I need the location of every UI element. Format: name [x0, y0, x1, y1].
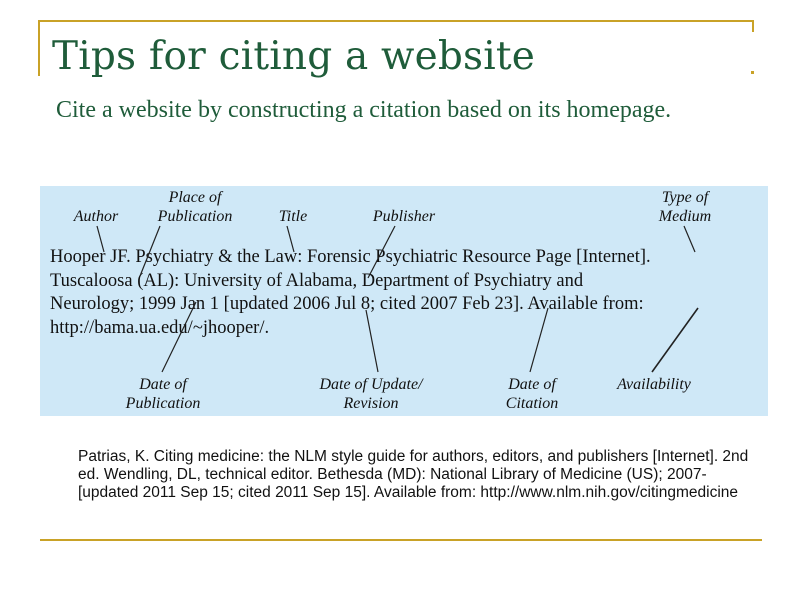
leader-place	[140, 226, 160, 276]
label-date-of-update: Date of Update/ Revision	[319, 376, 423, 412]
leader-date-cite	[530, 308, 548, 372]
leader-title	[287, 226, 294, 252]
label-place-of-publication: Place of Publication	[157, 189, 233, 225]
label-author: Author	[73, 208, 119, 225]
citation-line: Hooper JF. Psychiatry & the Law: Forensic Psychiatric Resource Page [Internet].	[50, 247, 651, 267]
label-date-of-citation: Date of Citation	[505, 376, 559, 412]
leader-author	[97, 226, 104, 252]
leader-medium	[684, 226, 695, 252]
citation-line: Tuscaloosa (AL): University of Alabama, Department of Psychiatry and	[50, 270, 584, 291]
label-availability: Availability	[617, 376, 691, 393]
leader-availability	[652, 308, 698, 372]
leader-date-update	[366, 310, 378, 372]
slide-title: Tips for citing a website	[52, 34, 536, 79]
slide-subtitle: Cite a website by constructing a citation based on its homepage.	[56, 97, 672, 123]
source-reference: Patrias, K. Citing medicine: the NLM style guide for authors, editors, and publishers [Internet]. 2nd ed. Wendling, DL, technical editor. Bethesda (MD): National Library of Medicine (US); 2007- [updated 2011 Sep 15; cited 2011 Sep 15]. Available from: http://www.nlm.nih.gov/citingmedicine	[78, 448, 749, 501]
bottom-rule	[40, 539, 762, 541]
citation-line: Neurology; 1999 Jan 1 [updated 2006 Jul 8; cited 2007 Feb 23]. Available from:	[50, 294, 644, 314]
label-type-of-medium: Type of Medium	[658, 189, 712, 225]
label-date-of-publication: Date of Publication	[125, 376, 201, 412]
leader-date-pub	[162, 302, 196, 372]
label-title: Title	[278, 208, 308, 225]
label-publisher: Publisher	[372, 208, 436, 225]
citation-line: http://bama.ua.edu/~jhooper/.	[50, 317, 270, 338]
leader-publisher	[368, 226, 395, 278]
